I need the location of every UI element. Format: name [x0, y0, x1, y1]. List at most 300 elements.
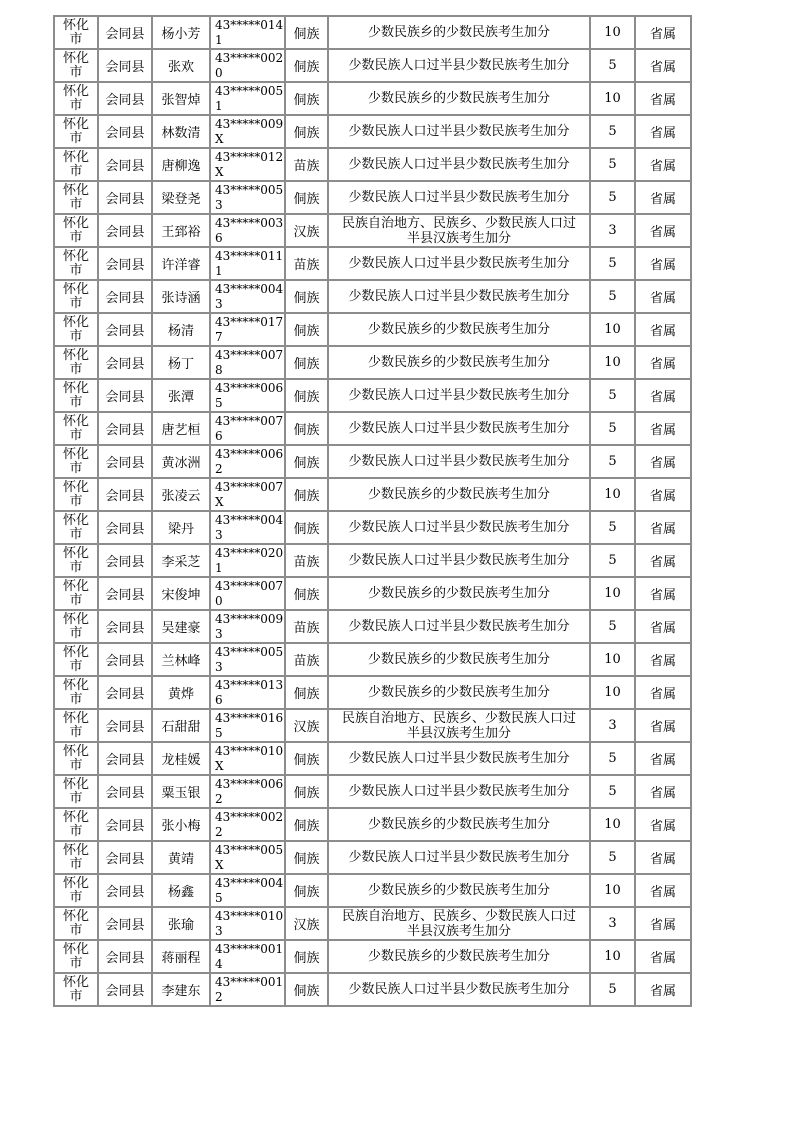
city-text: 怀化市 — [62, 347, 89, 377]
name-cell: 唐艺桓 — [152, 412, 210, 445]
bonus-reason-cell: 少数民族人口过半县少数民族考生加分 — [328, 544, 590, 577]
ethnicity-cell: 侗族 — [285, 742, 328, 775]
city-cell — [54, 214, 98, 247]
level-cell: 省属 — [635, 577, 691, 610]
bonus-reason-cell: 少数民族乡的少数民族考生加分 — [328, 82, 590, 115]
county-cell: 会同县 — [98, 577, 152, 610]
city-text: 怀化市 — [62, 611, 89, 641]
name-cell: 杨小芳 — [152, 16, 210, 49]
name-cell: 张瑜 — [152, 907, 210, 940]
county-cell: 会同县 — [98, 247, 152, 280]
bonus-reason-cell — [328, 709, 590, 742]
table-row — [54, 775, 691, 808]
bonus-reason-cell: 少数民族乡的少数民族考生加分 — [328, 478, 590, 511]
id-number-cell: 43*****0093 — [210, 610, 285, 643]
table-row — [54, 379, 691, 412]
table-row — [54, 214, 691, 247]
city-text: 怀化市 — [62, 50, 89, 80]
bonus-points-cell: 5 — [590, 841, 635, 874]
table-row — [54, 412, 691, 445]
bonus-points-cell: 10 — [590, 643, 635, 676]
bonus-reason-cell: 少数民族乡的少数民族考生加分 — [328, 643, 590, 676]
level-cell: 省属 — [635, 379, 691, 412]
ethnicity-cell: 侗族 — [285, 808, 328, 841]
bonus-reason-cell: 少数民族人口过半县少数民族考生加分 — [328, 115, 590, 148]
city-cell — [54, 544, 98, 577]
name-cell: 杨丁 — [152, 346, 210, 379]
county-cell: 会同县 — [98, 16, 152, 49]
level-cell: 省属 — [635, 709, 691, 742]
city-cell — [54, 742, 98, 775]
name-cell: 黄烨 — [152, 676, 210, 709]
table-row — [54, 610, 691, 643]
county-cell: 会同县 — [98, 973, 152, 1006]
bonus-points-cell: 5 — [590, 775, 635, 808]
table-row — [54, 478, 691, 511]
id-number-cell: 43*****012X — [210, 148, 285, 181]
city-text: 怀化市 — [62, 974, 89, 1004]
city-text: 怀化市 — [62, 875, 89, 905]
city-text: 怀化市 — [62, 182, 89, 212]
county-cell: 会同县 — [98, 742, 152, 775]
name-cell: 黄冰洲 — [152, 445, 210, 478]
city-text: 怀化市 — [62, 743, 89, 773]
county-cell: 会同县 — [98, 280, 152, 313]
id-number-cell: 43*****007X — [210, 478, 285, 511]
county-cell: 会同县 — [98, 148, 152, 181]
level-cell: 省属 — [635, 742, 691, 775]
ethnicity-cell: 苗族 — [285, 148, 328, 181]
bonus-reason-cell: 少数民族乡的少数民族考生加分 — [328, 346, 590, 379]
bonus-points-cell: 10 — [590, 82, 635, 115]
city-cell — [54, 577, 98, 610]
bonus-reason-line: 民族自治地方、民族乡、少数民族人口过 — [341, 710, 576, 726]
city-cell — [54, 346, 98, 379]
table-row — [54, 445, 691, 478]
table-row — [54, 907, 691, 940]
city-cell — [54, 478, 98, 511]
name-cell: 宋俊坤 — [152, 577, 210, 610]
county-cell: 会同县 — [98, 874, 152, 907]
ethnicity-cell: 侗族 — [285, 577, 328, 610]
county-cell: 会同县 — [98, 709, 152, 742]
bonus-reason-cell: 少数民族乡的少数民族考生加分 — [328, 16, 590, 49]
ethnicity-cell: 侗族 — [285, 280, 328, 313]
bonus-points-cell: 5 — [590, 280, 635, 313]
ethnicity-cell: 侗族 — [285, 511, 328, 544]
bonus-reason-cell: 少数民族乡的少数民族考生加分 — [328, 577, 590, 610]
bonus-points-cell: 5 — [590, 412, 635, 445]
city-cell — [54, 643, 98, 676]
table-row — [54, 577, 691, 610]
ethnicity-cell: 侗族 — [285, 49, 328, 82]
bonus-reason-cell: 少数民族人口过半县少数民族考生加分 — [328, 181, 590, 214]
table-row — [54, 181, 691, 214]
id-number-cell: 43*****0043 — [210, 511, 285, 544]
city-text: 怀化市 — [62, 281, 89, 311]
level-cell: 省属 — [635, 775, 691, 808]
city-cell — [54, 874, 98, 907]
table-row — [54, 643, 691, 676]
bonus-reason-cell: 少数民族人口过半县少数民族考生加分 — [328, 610, 590, 643]
table-row — [54, 874, 691, 907]
bonus-reason-cell: 少数民族人口过半县少数民族考生加分 — [328, 775, 590, 808]
city-text: 怀化市 — [62, 380, 89, 410]
id-number-cell: 43*****0062 — [210, 445, 285, 478]
table-row — [54, 148, 691, 181]
name-cell: 龙桂媛 — [152, 742, 210, 775]
name-cell: 石甜甜 — [152, 709, 210, 742]
bonus-points-table — [53, 15, 692, 1007]
bonus-reason-line: 民族自治地方、民族乡、少数民族人口过 — [341, 908, 576, 924]
city-text: 怀化市 — [62, 17, 89, 47]
bonus-points-cell: 5 — [590, 49, 635, 82]
id-number-cell: 43*****0020 — [210, 49, 285, 82]
bonus-reason-cell: 少数民族人口过半县少数民族考生加分 — [328, 148, 590, 181]
county-cell: 会同县 — [98, 181, 152, 214]
city-cell — [54, 115, 98, 148]
id-number-cell: 43*****0051 — [210, 82, 285, 115]
city-text: 怀化市 — [62, 908, 89, 938]
city-cell — [54, 973, 98, 1006]
bonus-reason-cell: 少数民族乡的少数民族考生加分 — [328, 676, 590, 709]
table-row — [54, 742, 691, 775]
city-cell — [54, 511, 98, 544]
bonus-points-cell: 10 — [590, 940, 635, 973]
id-number-cell: 43*****0043 — [210, 280, 285, 313]
level-cell: 省属 — [635, 973, 691, 1006]
city-cell — [54, 148, 98, 181]
name-cell: 杨鑫 — [152, 874, 210, 907]
ethnicity-cell: 侗族 — [285, 478, 328, 511]
name-cell: 杨清 — [152, 313, 210, 346]
ethnicity-cell: 苗族 — [285, 643, 328, 676]
level-cell: 省属 — [635, 181, 691, 214]
bonus-reason-cell: 少数民族人口过半县少数民族考生加分 — [328, 412, 590, 445]
level-cell: 省属 — [635, 445, 691, 478]
table-row — [54, 247, 691, 280]
city-cell — [54, 808, 98, 841]
id-number-cell: 43*****0022 — [210, 808, 285, 841]
city-text: 怀化市 — [62, 545, 89, 575]
county-cell: 会同县 — [98, 214, 152, 247]
table-row — [54, 808, 691, 841]
bonus-reason-cell — [328, 907, 590, 940]
id-number-cell: 43*****0111 — [210, 247, 285, 280]
bonus-reason-line: 半县汉族考生加分 — [406, 725, 511, 741]
city-text: 怀化市 — [62, 644, 89, 674]
city-text: 怀化市 — [62, 578, 89, 608]
level-cell: 省属 — [635, 907, 691, 940]
bonus-reason-cell: 少数民族人口过半县少数民族考生加分 — [328, 445, 590, 478]
bonus-points-cell: 5 — [590, 610, 635, 643]
id-number-cell: 43*****010X — [210, 742, 285, 775]
city-cell — [54, 610, 98, 643]
id-number-cell: 43*****0070 — [210, 577, 285, 610]
county-cell: 会同县 — [98, 610, 152, 643]
level-cell: 省属 — [635, 214, 691, 247]
bonus-points-cell: 5 — [590, 115, 635, 148]
level-cell: 省属 — [635, 346, 691, 379]
bonus-reason-line: 民族自治地方、民族乡、少数民族人口过 — [341, 215, 576, 231]
table-body — [54, 16, 691, 1006]
id-number-cell: 43*****0141 — [210, 16, 285, 49]
name-cell: 张诗涵 — [152, 280, 210, 313]
bonus-reason-cell: 少数民族乡的少数民族考生加分 — [328, 874, 590, 907]
name-cell: 蒋丽程 — [152, 940, 210, 973]
bonus-reason-cell: 少数民族人口过半县少数民族考生加分 — [328, 973, 590, 1006]
level-cell: 省属 — [635, 676, 691, 709]
bonus-points-cell: 5 — [590, 148, 635, 181]
city-text: 怀化市 — [62, 479, 89, 509]
city-text: 怀化市 — [62, 215, 89, 245]
table-row — [54, 940, 691, 973]
city-text: 怀化市 — [62, 149, 89, 179]
id-number-cell: 43*****0053 — [210, 181, 285, 214]
bonus-points-cell: 5 — [590, 247, 635, 280]
city-text: 怀化市 — [62, 83, 89, 113]
bonus-points-cell: 10 — [590, 676, 635, 709]
id-number-cell: 43*****0103 — [210, 907, 285, 940]
bonus-reason-cell: 少数民族乡的少数民族考生加分 — [328, 313, 590, 346]
bonus-points-cell: 3 — [590, 907, 635, 940]
city-cell — [54, 841, 98, 874]
level-cell: 省属 — [635, 49, 691, 82]
name-cell: 梁丹 — [152, 511, 210, 544]
level-cell: 省属 — [635, 82, 691, 115]
bonus-points-cell: 3 — [590, 214, 635, 247]
table-row — [54, 511, 691, 544]
city-text: 怀化市 — [62, 314, 89, 344]
name-cell: 张潭 — [152, 379, 210, 412]
city-text: 怀化市 — [62, 941, 89, 971]
bonus-reason-cell: 少数民族人口过半县少数民族考生加分 — [328, 511, 590, 544]
id-number-cell: 43*****0062 — [210, 775, 285, 808]
ethnicity-cell: 汉族 — [285, 709, 328, 742]
city-text: 怀化市 — [62, 809, 89, 839]
bonus-reason-line: 半县汉族考生加分 — [406, 230, 511, 246]
id-number-cell: 43*****0036 — [210, 214, 285, 247]
county-cell: 会同县 — [98, 643, 152, 676]
level-cell: 省属 — [635, 313, 691, 346]
county-cell: 会同县 — [98, 544, 152, 577]
name-cell: 张欢 — [152, 49, 210, 82]
city-text: 怀化市 — [62, 776, 89, 806]
city-text: 怀化市 — [62, 512, 89, 542]
county-cell: 会同县 — [98, 445, 152, 478]
level-cell: 省属 — [635, 16, 691, 49]
county-cell: 会同县 — [98, 478, 152, 511]
level-cell: 省属 — [635, 478, 691, 511]
county-cell: 会同县 — [98, 115, 152, 148]
bonus-points-cell: 5 — [590, 379, 635, 412]
ethnicity-cell: 侗族 — [285, 445, 328, 478]
bonus-reason-cell: 少数民族乡的少数民族考生加分 — [328, 940, 590, 973]
bonus-reason-cell: 少数民族乡的少数民族考生加分 — [328, 808, 590, 841]
bonus-points-table-container — [53, 15, 692, 1007]
name-cell: 林数清 — [152, 115, 210, 148]
bonus-points-cell: 10 — [590, 808, 635, 841]
city-cell — [54, 49, 98, 82]
id-number-cell: 43*****0045 — [210, 874, 285, 907]
name-cell: 梁登尧 — [152, 181, 210, 214]
city-cell — [54, 445, 98, 478]
city-cell — [54, 709, 98, 742]
bonus-points-cell: 10 — [590, 313, 635, 346]
county-cell: 会同县 — [98, 379, 152, 412]
city-text: 怀化市 — [62, 710, 89, 740]
city-text: 怀化市 — [62, 446, 89, 476]
name-cell: 张小梅 — [152, 808, 210, 841]
county-cell: 会同县 — [98, 346, 152, 379]
city-cell — [54, 940, 98, 973]
ethnicity-cell: 侗族 — [285, 841, 328, 874]
city-cell — [54, 16, 98, 49]
bonus-points-cell: 5 — [590, 181, 635, 214]
level-cell: 省属 — [635, 874, 691, 907]
bonus-reason-cell: 少数民族人口过半县少数民族考生加分 — [328, 379, 590, 412]
id-number-cell: 43*****0076 — [210, 412, 285, 445]
city-text: 怀化市 — [62, 677, 89, 707]
city-cell — [54, 313, 98, 346]
level-cell: 省属 — [635, 808, 691, 841]
table-row — [54, 49, 691, 82]
name-cell: 粟玉银 — [152, 775, 210, 808]
bonus-points-cell: 5 — [590, 973, 635, 1006]
bonus-reason-cell — [328, 214, 590, 247]
table-row — [54, 346, 691, 379]
table-row — [54, 841, 691, 874]
name-cell: 兰林峰 — [152, 643, 210, 676]
table-row — [54, 709, 691, 742]
ethnicity-cell: 侗族 — [285, 412, 328, 445]
bonus-points-cell: 3 — [590, 709, 635, 742]
level-cell: 省属 — [635, 148, 691, 181]
city-cell — [54, 379, 98, 412]
bonus-points-cell: 5 — [590, 445, 635, 478]
city-cell — [54, 412, 98, 445]
ethnicity-cell: 侗族 — [285, 16, 328, 49]
bonus-points-cell: 5 — [590, 544, 635, 577]
ethnicity-cell: 侗族 — [285, 775, 328, 808]
county-cell: 会同县 — [98, 82, 152, 115]
bonus-reason-line: 半县汉族考生加分 — [406, 923, 511, 939]
level-cell: 省属 — [635, 280, 691, 313]
ethnicity-cell: 侗族 — [285, 973, 328, 1006]
ethnicity-cell: 侗族 — [285, 181, 328, 214]
level-cell: 省属 — [635, 412, 691, 445]
table-row — [54, 313, 691, 346]
id-number-cell: 43*****0201 — [210, 544, 285, 577]
bonus-points-cell: 10 — [590, 346, 635, 379]
ethnicity-cell: 侗族 — [285, 115, 328, 148]
name-cell: 王郅裕 — [152, 214, 210, 247]
ethnicity-cell: 侗族 — [285, 676, 328, 709]
id-number-cell: 43*****0165 — [210, 709, 285, 742]
id-number-cell: 43*****0014 — [210, 940, 285, 973]
name-cell: 许洋睿 — [152, 247, 210, 280]
bonus-reason-cell: 少数民族人口过半县少数民族考生加分 — [328, 247, 590, 280]
ethnicity-cell: 侗族 — [285, 346, 328, 379]
city-cell — [54, 247, 98, 280]
county-cell: 会同县 — [98, 907, 152, 940]
bonus-points-cell: 10 — [590, 577, 635, 610]
bonus-points-cell: 5 — [590, 511, 635, 544]
bonus-reason-cell: 少数民族人口过半县少数民族考生加分 — [328, 280, 590, 313]
bonus-reason-cell: 少数民族人口过半县少数民族考生加分 — [328, 49, 590, 82]
name-cell: 唐柳逸 — [152, 148, 210, 181]
table-row — [54, 115, 691, 148]
level-cell: 省属 — [635, 115, 691, 148]
city-cell — [54, 676, 98, 709]
city-text: 怀化市 — [62, 842, 89, 872]
county-cell: 会同县 — [98, 676, 152, 709]
ethnicity-cell: 侗族 — [285, 940, 328, 973]
county-cell: 会同县 — [98, 313, 152, 346]
bonus-reason-cell: 少数民族人口过半县少数民族考生加分 — [328, 841, 590, 874]
city-cell — [54, 82, 98, 115]
id-number-cell: 43*****0053 — [210, 643, 285, 676]
table-row — [54, 544, 691, 577]
name-cell: 李采芝 — [152, 544, 210, 577]
level-cell: 省属 — [635, 544, 691, 577]
county-cell: 会同县 — [98, 511, 152, 544]
id-number-cell: 43*****009X — [210, 115, 285, 148]
city-text: 怀化市 — [62, 116, 89, 146]
city-cell — [54, 181, 98, 214]
name-cell: 张凌云 — [152, 478, 210, 511]
table-row — [54, 82, 691, 115]
id-number-cell: 43*****0136 — [210, 676, 285, 709]
table-row — [54, 280, 691, 313]
level-cell: 省属 — [635, 247, 691, 280]
county-cell: 会同县 — [98, 841, 152, 874]
county-cell: 会同县 — [98, 775, 152, 808]
city-text: 怀化市 — [62, 413, 89, 443]
county-cell: 会同县 — [98, 412, 152, 445]
ethnicity-cell: 侗族 — [285, 874, 328, 907]
name-cell: 张智焯 — [152, 82, 210, 115]
name-cell: 黄靖 — [152, 841, 210, 874]
bonus-points-cell: 10 — [590, 478, 635, 511]
ethnicity-cell: 苗族 — [285, 247, 328, 280]
city-cell — [54, 280, 98, 313]
level-cell: 省属 — [635, 841, 691, 874]
ethnicity-cell: 侗族 — [285, 82, 328, 115]
bonus-points-cell: 10 — [590, 874, 635, 907]
ethnicity-cell: 侗族 — [285, 313, 328, 346]
level-cell: 省属 — [635, 940, 691, 973]
bonus-points-cell: 5 — [590, 742, 635, 775]
id-number-cell: 43*****0065 — [210, 379, 285, 412]
city-text: 怀化市 — [62, 248, 89, 278]
table-row — [54, 16, 691, 49]
id-number-cell: 43*****0078 — [210, 346, 285, 379]
table-row — [54, 676, 691, 709]
table-row — [54, 973, 691, 1006]
ethnicity-cell: 汉族 — [285, 907, 328, 940]
id-number-cell: 43*****005X — [210, 841, 285, 874]
county-cell: 会同县 — [98, 940, 152, 973]
ethnicity-cell: 侗族 — [285, 379, 328, 412]
county-cell: 会同县 — [98, 49, 152, 82]
name-cell: 吴建豪 — [152, 610, 210, 643]
bonus-reason-cell: 少数民族人口过半县少数民族考生加分 — [328, 742, 590, 775]
city-cell — [54, 775, 98, 808]
level-cell: 省属 — [635, 511, 691, 544]
ethnicity-cell: 苗族 — [285, 544, 328, 577]
name-cell: 李建东 — [152, 973, 210, 1006]
